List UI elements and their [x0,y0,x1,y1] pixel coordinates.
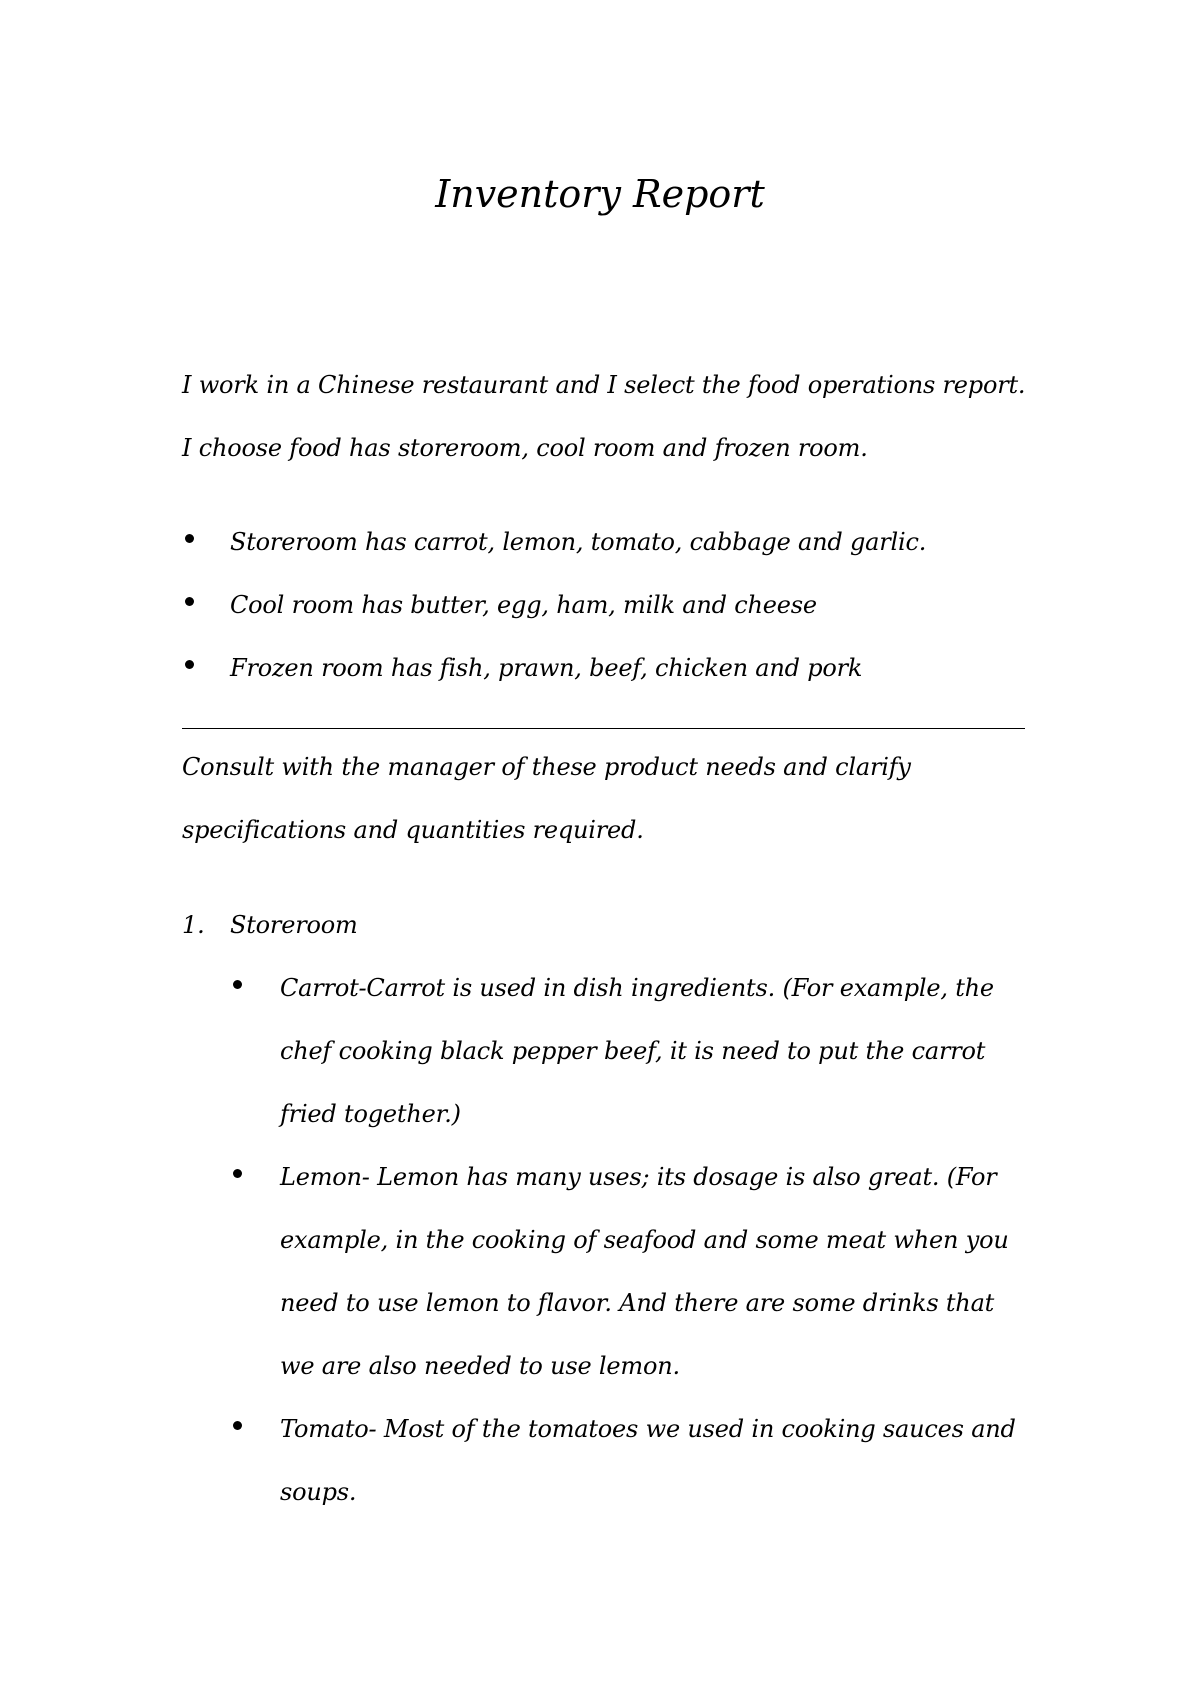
list-item [182,637,1032,700]
consult-paragraph: Consult with the manager of these product needs and clarify specifications and quantities required. [182,753,911,844]
list-item-text: Storeroom has carrot, lemon, tomato, cabbage and garlic. [230,528,927,556]
section-number: 1. [182,911,205,939]
list-item [230,1146,1030,1398]
section-heading [182,894,1032,957]
list-item [230,1398,1030,1524]
list-item-text: Frozen room has fish, prawn, beef, chicken and pork [230,654,863,682]
room-list [182,511,1032,700]
bullet-icon [233,1169,242,1178]
list-item [182,511,1032,574]
list-item-text: Lemon- Lemon has many uses; its dosage is also great. (For example, in the cooking of seafood and some meat when you need to use lemon to flavor. And there are some drinks that we are also needed to use lemon. [280,1163,1009,1380]
list-item-text: Cool room has butter, egg, ham, milk and cheese [230,591,817,619]
bullet-icon [233,980,242,989]
list-item [182,574,1032,637]
storeroom-item-list [230,957,1030,1524]
bullet-icon [233,1421,242,1430]
section-title: Storeroom [230,911,358,939]
bullet-icon [185,534,194,543]
list-item-text: Carrot-Carrot is used in dish ingredients. (For example, the chef cooking black pepper beef, it is need to put the carrot fried together.) [280,974,994,1128]
document-title: Inventory Report [435,172,765,216]
list-item [230,957,1030,1146]
bullet-icon [185,660,194,669]
bullet-icon [185,597,194,606]
intro-paragraph: I work in a Chinese restaurant and I select the food operations report. I choose food has storeroom, cool room and frozen room. [182,371,1026,462]
horizontal-divider [182,728,1025,729]
list-item-text: Tomato- Most of the tomatoes we used in cooking sauces and soups. [280,1415,1016,1506]
